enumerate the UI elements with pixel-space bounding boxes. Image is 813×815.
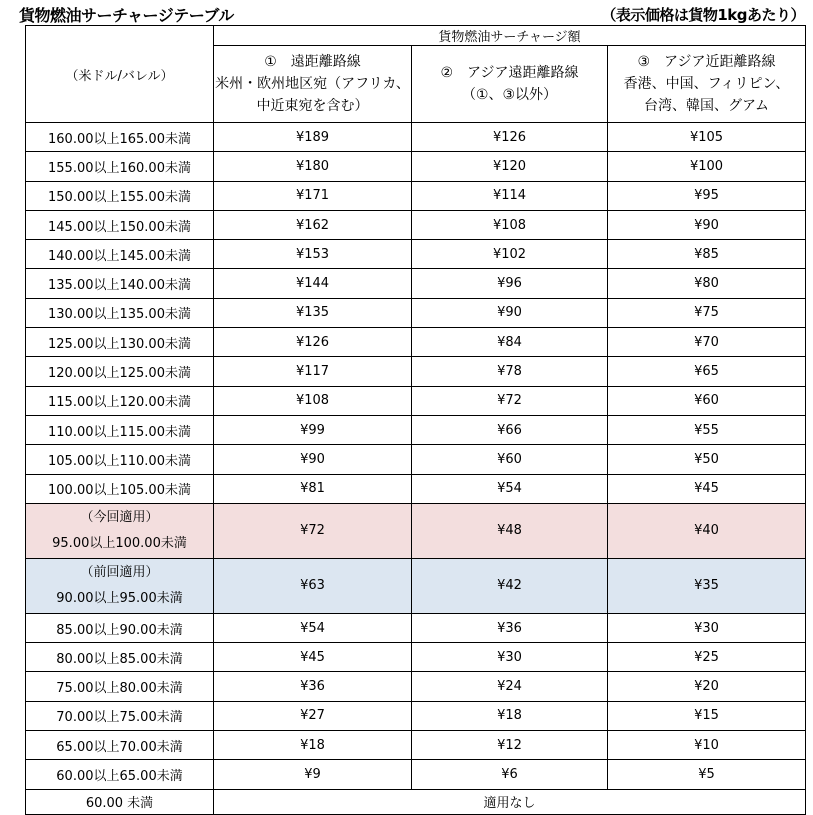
table-row [26,357,806,386]
price-band-cell: 60.00 未満 [26,789,214,814]
price-band-cell: 110.00以上115.00未満 [26,415,214,444]
price-band-cell: 130.00以上135.00未満 [26,298,214,327]
col-header-asia-short [608,46,806,123]
not-applicable-cell: 適用なし [214,789,806,814]
price-band-cell: 80.00以上85.00未満 [26,643,214,672]
surcharge-cell: ¥27 [214,701,412,730]
price-band-cell [26,558,214,613]
not-applicable-row [26,789,806,814]
table-row [26,386,806,415]
surcharge-cell: ¥100 [608,152,806,181]
table-row [26,269,806,298]
surcharge-cell: ¥70 [608,328,806,357]
surcharge-cell: ¥180 [214,152,412,181]
surcharge-cell: ¥18 [412,701,608,730]
applied-tag: （今回適用） [80,509,159,525]
col1-line: ① 遠距離路線 [264,54,361,70]
col2-line: （①、③以外） [461,87,558,103]
price-band-cell: 155.00以上160.00未満 [26,152,214,181]
surcharge-cell: ¥153 [214,240,412,269]
price-band-cell: 160.00以上165.00未満 [26,123,214,152]
surcharge-cell: ¥55 [608,415,806,444]
table-row [26,760,806,789]
col3-line: 香港、中国、フィリピン、 [623,76,790,92]
price-band-cell: 150.00以上155.00未満 [26,181,214,210]
surcharge-cell: ¥114 [412,181,608,210]
surcharge-table [25,25,806,815]
surcharge-cell: ¥48 [412,503,608,558]
surcharge-cell: ¥42 [412,558,608,613]
surcharge-cell: ¥135 [214,298,412,327]
surcharge-cell: ¥162 [214,210,412,239]
surcharge-cell: ¥54 [412,474,608,503]
band-text: 95.00以上100.00未満 [52,535,187,551]
surcharge-cell: ¥108 [214,386,412,415]
price-band-cell: 70.00以上75.00未満 [26,701,214,730]
surcharge-cell: ¥108 [412,210,608,239]
table-row [26,415,806,444]
col3-line: 台湾、韓国、グアム [643,98,770,114]
surcharge-cell: ¥66 [412,415,608,444]
surcharge-cell: ¥18 [214,731,412,760]
current-applied-row [26,503,806,558]
surcharge-cell: ¥117 [214,357,412,386]
surcharge-cell: ¥50 [608,445,806,474]
surcharge-cell: ¥35 [608,558,806,613]
surcharge-cell: ¥30 [608,613,806,642]
surcharge-cell: ¥144 [214,269,412,298]
surcharge-cell: ¥90 [608,210,806,239]
price-band-cell: 100.00以上105.00未満 [26,474,214,503]
surcharge-cell: ¥99 [214,415,412,444]
surcharge-cell: ¥171 [214,181,412,210]
surcharge-cell: ¥72 [214,503,412,558]
surcharge-cell: ¥90 [412,298,608,327]
col2-line: ② アジア遠距離路線 [440,65,579,81]
price-band-cell: 60.00以上65.00未満 [26,760,214,789]
surcharge-cell: ¥45 [608,474,806,503]
surcharge-cell: ¥85 [608,240,806,269]
table-row [26,474,806,503]
col1-line: 米州・欧州地区宛（アフリカ、 [215,76,410,92]
price-band-cell: 105.00以上110.00未満 [26,445,214,474]
surcharge-cell: ¥60 [608,386,806,415]
price-band-cell: 120.00以上125.00未満 [26,357,214,386]
price-note: （表示価格は貨物1kgあたり） [601,6,805,24]
surcharge-cell: ¥78 [412,357,608,386]
surcharge-cell: ¥105 [608,123,806,152]
page-title: 貨物燃油サーチャージテーブル [19,6,234,25]
price-band-cell: 140.00以上145.00未満 [26,240,214,269]
surcharge-cell: ¥84 [412,328,608,357]
price-band-cell: 75.00以上80.00未満 [26,672,214,701]
col-header-asia-long [412,46,608,123]
table-row [26,613,806,642]
table-row [26,643,806,672]
table-row [26,298,806,327]
table-row [26,181,806,210]
surcharge-cell: ¥60 [412,445,608,474]
surcharge-cell: ¥9 [214,760,412,789]
surcharge-cell: ¥45 [214,643,412,672]
surcharge-cell: ¥102 [412,240,608,269]
table-row [26,240,806,269]
surcharge-cell: ¥126 [214,328,412,357]
unit-header: （米ドル/バレル） [26,26,214,123]
surcharge-cell: ¥75 [608,298,806,327]
table-row [26,731,806,760]
surcharge-cell: ¥36 [412,613,608,642]
surcharge-cell: ¥54 [214,613,412,642]
surcharge-cell: ¥72 [412,386,608,415]
price-band-cell: 145.00以上150.00未満 [26,210,214,239]
surcharge-cell: ¥81 [214,474,412,503]
surcharge-cell: ¥96 [412,269,608,298]
table-row [26,152,806,181]
surcharge-cell: ¥20 [608,672,806,701]
table-row [26,445,806,474]
surcharge-cell: ¥5 [608,760,806,789]
group-header: 貨物燃油サーチャージ額 [214,26,806,46]
surcharge-cell: ¥80 [608,269,806,298]
surcharge-cell: ¥40 [608,503,806,558]
table-row [26,123,806,152]
price-band-cell: 135.00以上140.00未満 [26,269,214,298]
col-header-long-haul [214,46,412,123]
surcharge-cell: ¥6 [412,760,608,789]
surcharge-cell: ¥90 [214,445,412,474]
surcharge-cell: ¥126 [412,123,608,152]
surcharge-cell: ¥95 [608,181,806,210]
surcharge-cell: ¥15 [608,701,806,730]
band-text: 90.00以上95.00未満 [56,590,183,606]
table-row [26,701,806,730]
table-row [26,210,806,239]
surcharge-cell: ¥12 [412,731,608,760]
surcharge-cell: ¥63 [214,558,412,613]
applied-tag: （前回適用） [80,564,159,580]
col3-line: ③ アジア近距離路線 [637,54,776,70]
price-band-cell: 115.00以上120.00未満 [26,386,214,415]
col1-line: 中近東宛を含む） [256,98,369,114]
price-band-cell [26,503,214,558]
surcharge-cell: ¥36 [214,672,412,701]
table-row [26,328,806,357]
surcharge-cell: ¥189 [214,123,412,152]
surcharge-cell: ¥120 [412,152,608,181]
surcharge-cell: ¥10 [608,731,806,760]
surcharge-cell: ¥30 [412,643,608,672]
surcharge-cell: ¥25 [608,643,806,672]
price-band-cell: 65.00以上70.00未満 [26,731,214,760]
previous-applied-row [26,558,806,613]
surcharge-cell: ¥24 [412,672,608,701]
surcharge-cell: ¥65 [608,357,806,386]
price-band-cell: 125.00以上130.00未満 [26,328,214,357]
price-band-cell: 85.00以上90.00未満 [26,613,214,642]
table-row [26,672,806,701]
